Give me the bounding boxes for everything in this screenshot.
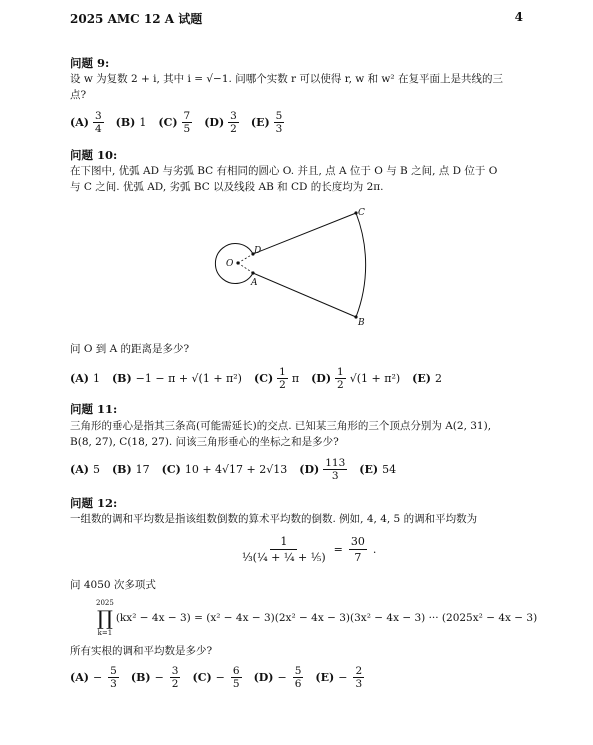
problem-12-text-line-1: 一组数的调和平均数是指该组数倒数的算术平均数的倒数. 例如, 4, 4, 5 的调和平均数为 [70, 513, 478, 525]
label-a: A [251, 278, 258, 288]
polynomial-product: 2025 ∏ k=1 (kx² − 4x − 3) = (x² − 4x − 3)(2x² − 4x − 3)(3x² − 4x − 3) ··· (2025x² − 4x − 3) [96, 599, 538, 637]
problem-12-question: 所有实根的调和平均数是多少? [70, 645, 213, 657]
label-o: O [226, 259, 234, 269]
problem-9-heading: 问题 9: [70, 56, 110, 70]
choice-e: (E) $\frac{5}{3}$ [250, 110, 283, 135]
label-d: D [254, 246, 262, 256]
problem-11-text-line-1: 三角形的垂心是指其三条高(可能需延长)的交点. 已知某三角形的三个顶点分别为 A(2, 31), [70, 420, 492, 432]
problem-9-text-line-2: 点? [70, 89, 87, 101]
choice-d: (D) $\frac{1}{2}$ √(1 + π²) [311, 366, 401, 391]
problem-11-heading: 问题 11: [70, 402, 118, 416]
label-c: C [358, 208, 365, 218]
choice-a: (A) 5 [70, 463, 100, 476]
major-arc-ad [215, 244, 253, 284]
choice-c: (C) − $\frac{6}{5}$ [192, 665, 240, 690]
choice-e: (E) 54 [359, 463, 397, 476]
problem-10-text-line-1: 在下图中, 优弧 AD 与劣弧 BC 有相同的圆心 O. 并且, 点 A 位于 O 与 B 之间, 点 D 位于 O [70, 165, 498, 177]
choice-d: (D) $\frac{3}{2}$ [204, 110, 237, 135]
choice-a: (A) − $\frac{5}{3}$ [70, 665, 117, 690]
choice-e: (E) 2 [412, 372, 442, 385]
problem-10-heading: 问题 10: [70, 148, 118, 162]
choice-a: (A) 1 [70, 372, 100, 385]
minor-arc-bc [356, 213, 366, 317]
choice-a: (A) $\frac{3}{4}$ [70, 110, 102, 135]
header-page-number: 4 [514, 10, 523, 24]
arc-diagram [210, 205, 380, 330]
radius-oa [238, 263, 253, 273]
segment-cd [253, 213, 356, 254]
problem-11-text-line-2: B(8, 27), C(18, 27). 问该三角形垂心的坐标之和是多少? [70, 436, 339, 448]
problem-12-text-line-2: 问 4050 次多项式 [70, 579, 156, 591]
choice-b: (B) 17 [111, 463, 150, 476]
choice-c: (C) $\frac{1}{2}$ π [253, 366, 300, 391]
problem-10-question: 问 O 到 A 的距离是多少? [70, 343, 190, 355]
segment-ab [253, 273, 356, 317]
choice-b: (B) −1 − π + √(1 + π²) [111, 372, 242, 385]
choice-e: (E) − $\frac{2}{3}$ [315, 665, 363, 690]
choice-b: (B) 1 [115, 116, 147, 129]
choice-d: (D) − $\frac{5}{6}$ [253, 665, 302, 690]
point-o [236, 261, 239, 264]
label-b: B [358, 318, 365, 328]
problem-9-text-line-1: 设 w 为复数 2 + i, 其中 i = √−1. 问哪个实数 r 可以使得 r, w 和 w² 在复平面上是共线的三 [70, 73, 503, 85]
radius-od [238, 254, 253, 263]
choice-c: (C) $\frac{7}{5}$ [158, 110, 191, 135]
product-symbol: 2025 ∏ k=1 [96, 599, 114, 637]
problem-9-choices [70, 110, 284, 135]
problem-12-choices [70, 665, 364, 690]
header-title: 2025 AMC 12 A 试题 [70, 12, 203, 26]
problem-11-choices [70, 457, 396, 482]
problem-10-text-line-2: 与 C 之间. 优弧 AD, 劣弧 BC 以及线段 AB 和 CD 的长度均为 2π. [70, 181, 384, 193]
choice-b: (B) − $\frac{3}{2}$ [130, 665, 179, 690]
problem-12-heading: 问题 12: [70, 496, 118, 510]
choice-c: (C) 10 + 4√17 + 2√13 [161, 463, 288, 476]
harmonic-mean-example: $\frac{1}{\text{⅓(¼ + ¼ + ⅕)}}$ = $\frac{30}{7}$ . [242, 535, 377, 564]
choice-d: (D) $\frac{113}{3}$ [299, 457, 346, 482]
point-a [251, 271, 254, 274]
problem-10-choices [70, 366, 442, 391]
